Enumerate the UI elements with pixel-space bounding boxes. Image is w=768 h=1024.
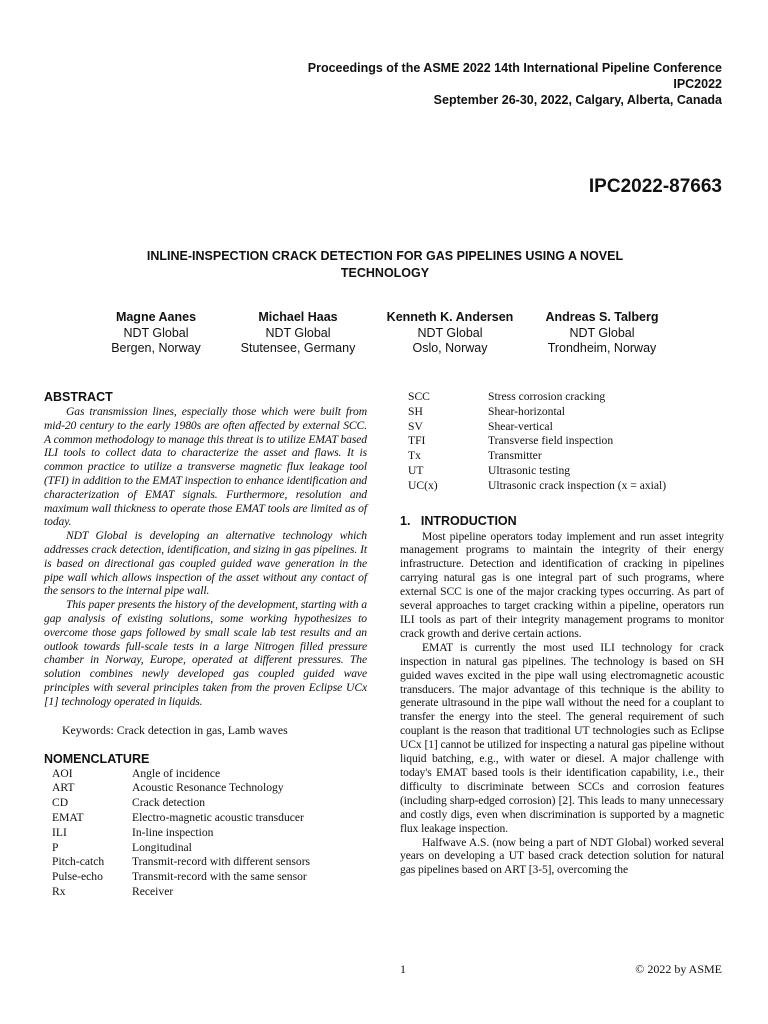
author	[380, 310, 520, 357]
nomenclature-definition: Shear-vertical	[488, 419, 553, 433]
page-number: 1	[400, 962, 406, 976]
nomenclature-row	[400, 449, 666, 464]
intro-paragraph: Halfwave A.S. (now being a part of NDT Global) worked several years on developing a UT based crack detection solution for natural gas pipelines based on ART [3-5], overcoming the	[400, 835, 724, 877]
nomenclature-abbreviation: Tx	[408, 449, 421, 463]
nomenclature-definition: Angle of incidence	[132, 766, 221, 780]
nomenclature-definition: Crack detection	[132, 796, 206, 810]
nomenclature-abbreviation: Pitch-catch	[52, 855, 105, 869]
left-column	[44, 390, 367, 900]
nomenclature-abbreviation: UC(x)	[408, 478, 438, 492]
nomenclature-row	[44, 870, 310, 885]
author-location: Trondheim, Norway	[547, 341, 657, 355]
author-name: Kenneth K. Andersen	[386, 310, 514, 324]
nomenclature-abbreviation: Pulse-echo	[52, 870, 103, 884]
nomenclature-row	[44, 767, 310, 782]
nomenclature-row	[44, 811, 310, 826]
nomenclature-definition: In-line inspection	[132, 825, 214, 839]
nomenclature-definition: Transmitter	[488, 449, 542, 463]
nomenclature-row	[400, 479, 666, 494]
nomenclature-table-continued	[400, 390, 666, 494]
nomenclature-definition: Ultrasonic crack inspection (x = axial)	[488, 478, 667, 492]
author	[96, 310, 216, 357]
introduction-heading: 1. INTRODUCTION	[400, 513, 517, 528]
nomenclature-row	[400, 434, 666, 449]
nomenclature-definition: Ultrasonic testing	[488, 463, 571, 477]
nomenclature-row	[400, 390, 666, 405]
author-org: NDT Global	[569, 325, 635, 340]
nomenclature-abbreviation: AOI	[52, 766, 73, 780]
author	[532, 310, 672, 357]
nomenclature-table	[44, 767, 310, 900]
abstract-paragraph: This paper presents the history of the development, starting with a gap analysis of existing solutions, some working hypothesizes to overcome those gaps followed by small scale lab test results and an outlook towards full-scale tests in a large Nitrogen filled pressure chamber in Norway, Europe, operated at different pressures. The solution combines newly developed gas coupled guided wave principles with several principles taken from the proven Eclipse UCx [1] technology operated in liquids.	[44, 598, 367, 708]
nomenclature-row	[44, 855, 310, 870]
paper-id: IPC2022-87663	[588, 176, 722, 197]
author-org: NDT Global	[123, 325, 189, 340]
right-column	[400, 390, 724, 877]
nomenclature-abbreviation: UT	[408, 463, 424, 477]
proceedings-line: Proceedings of the ASME 2022 14th International Pipeline Conference	[307, 61, 722, 75]
nomenclature-row	[44, 826, 310, 841]
intro-paragraph: Most pipeline operators today implement and run asset integrity management programs to maintain the integrity of their energy infrastructure. Detection and identification of cracking in pipelines carrying natural gas is one integral part of such programs, where external SCC is one of the major cracking types occurring. As part of several approaches to target cracking within a pipeline, operators run ILI tools as part of their integrity management programs to monitor crack growth and derive certain actions.	[400, 529, 724, 640]
nomenclature-abbreviation: SCC	[408, 390, 430, 403]
nomenclature-definition: Acoustic Resonance Technology	[132, 781, 284, 795]
nomenclature-abbreviation: Rx	[52, 884, 66, 898]
nomenclature-row	[44, 885, 310, 900]
nomenclature-definition: Stress corrosion cracking	[488, 390, 606, 403]
keywords: Keywords: Crack detection in gas, Lamb waves	[62, 722, 288, 737]
nomenclature-abbreviation: EMAT	[52, 810, 84, 824]
nomenclature-row	[400, 405, 666, 420]
abstract-paragraph: Gas transmission lines, especially those which were built from mid-20 century to the early 1980s are often affected by external SCC. A common methodology to manage this threat is to utilize EMAT based ILI tools to collect data to characterize the asset and flaws. It is common practice to utilize a transverse magnetic flux leakage tool (TFI) in addition to the EMAT inspection to enhance identification and characterization of EMAT signals. Furthermore, resolution and maximum wall thickness to operate those EMAT tools are limited as of today.	[44, 405, 367, 529]
author-location: Bergen, Norway	[111, 341, 201, 355]
author-location: Oslo, Norway	[412, 341, 488, 355]
introduction-section	[400, 514, 724, 878]
author-org: NDT Global	[265, 325, 331, 340]
title-line-2: TECHNOLOGY	[340, 266, 430, 280]
nomenclature-definition: Electro-magnetic acoustic transducer	[132, 810, 304, 824]
abstract-section	[44, 390, 367, 709]
abstract-paragraph: NDT Global is developing an alternative technology which addresses crack detection, identification, and sizing in gas pipelines. It is based on directional gas coupled guided wave generation in the pipe wall which allows inspection of the asset without any contact of the sensors to the internal pipe wall.	[44, 529, 367, 598]
author-location: Stutensee, Germany	[240, 341, 356, 355]
nomenclature-definition: Longitudinal	[132, 840, 192, 854]
nomenclature-row	[44, 781, 310, 796]
nomenclature-definition: Transmit-record with the same sensor	[132, 870, 307, 884]
nomenclature-abbreviation: TFI	[408, 434, 426, 448]
nomenclature-abbreviation: ART	[52, 781, 75, 795]
conference-header	[308, 60, 722, 108]
copyright: © 2022 by ASME	[635, 962, 722, 976]
conference-dates: September 26-30, 2022, Calgary, Alberta, Canada	[433, 93, 722, 107]
paper-title	[60, 248, 710, 282]
nomenclature-abbreviation: ILI	[52, 825, 67, 839]
title-line-1: INLINE-INSPECTION CRACK DETECTION FOR GAS PIPELINES USING A NOVEL	[146, 249, 624, 263]
nomenclature-definition: Receiver	[132, 884, 174, 898]
conference-code: IPC2022	[673, 77, 722, 91]
nomenclature-abbreviation: P	[52, 840, 59, 854]
author-name: Michael Haas	[258, 310, 338, 324]
nomenclature-definition: Transmit-record with different sensors	[132, 855, 311, 869]
nomenclature-row	[400, 420, 666, 435]
nomenclature-definition: Shear-horizontal	[488, 404, 566, 418]
nomenclature-heading: NOMENCLATURE	[44, 751, 150, 766]
nomenclature-row	[44, 796, 310, 811]
author-name: Magne Aanes	[115, 310, 197, 324]
author-name: Andreas S. Talberg	[545, 310, 659, 324]
intro-paragraph: EMAT is currently the most used ILI technology for crack inspection in natural gas pipelines. The technology is based on SH guided waves excited in the pipe wall using electromagnetic acoustic transducers. The major advantage of this technique is the ability to generate ultrasound in the pipe wall without the need for a couplant to transfer the energy into the steel. The general requirement of such couplant is the reason that traditional UT technologies such as Eclipse UCx [1] cannot be utilized for inspecting a natural gas pipeline without liquid batching, e.g., with water or diesel. A major challenge with today's EMAT based tools is their identification capability, i.e., their difficulty to discriminate between SCCs and corrosion features (including sharp-edged corrosion) [2]. This leads to many unnecessary and costly digs, even when discrimination is supported by a magnetic flux leakage inspection.	[400, 640, 724, 835]
abstract-heading: ABSTRACT	[44, 390, 113, 404]
nomenclature-abbreviation: SH	[408, 404, 423, 418]
nomenclature-abbreviation: SV	[408, 419, 423, 433]
author-org: NDT Global	[417, 325, 483, 340]
nomenclature-row	[44, 841, 310, 856]
nomenclature-definition: Transverse field inspection	[488, 434, 614, 448]
nomenclature-abbreviation: CD	[52, 796, 69, 810]
author	[228, 310, 368, 357]
nomenclature-row	[400, 464, 666, 479]
